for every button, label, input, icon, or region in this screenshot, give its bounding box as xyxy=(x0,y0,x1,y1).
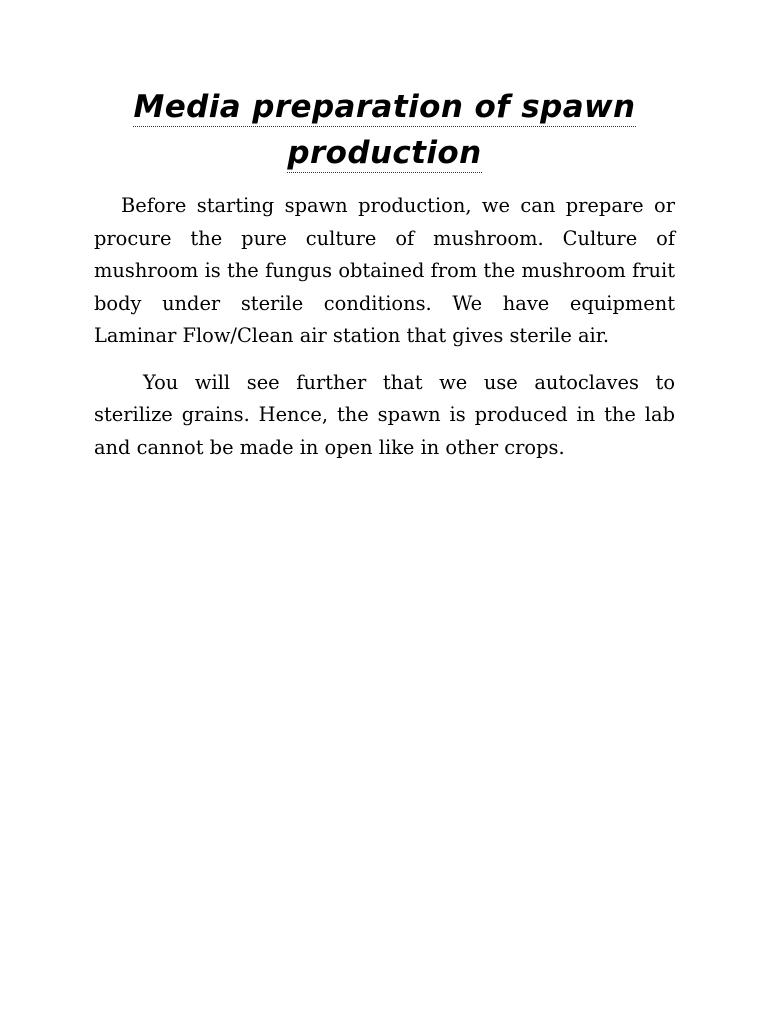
document-title xyxy=(94,84,675,176)
paragraph-1: Before starting spawn production, we can prepare or procure the pure culture of mushroom. Culture of mushroom is the fungus obtained from the mushroom fruit body under sterile conditions. We have equipment Laminar Flow/Clean air station that gives sterile air. xyxy=(94,194,675,347)
paragraph-2: You will see further that we use autoclaves to sterilize grains. Hence, the spawn is produced in the lab and cannot be made in open like in other crops. xyxy=(94,370,675,459)
title-line-2: production xyxy=(287,135,482,171)
document-page xyxy=(94,84,675,464)
title-line-1: Media preparation of spawn xyxy=(133,89,636,125)
